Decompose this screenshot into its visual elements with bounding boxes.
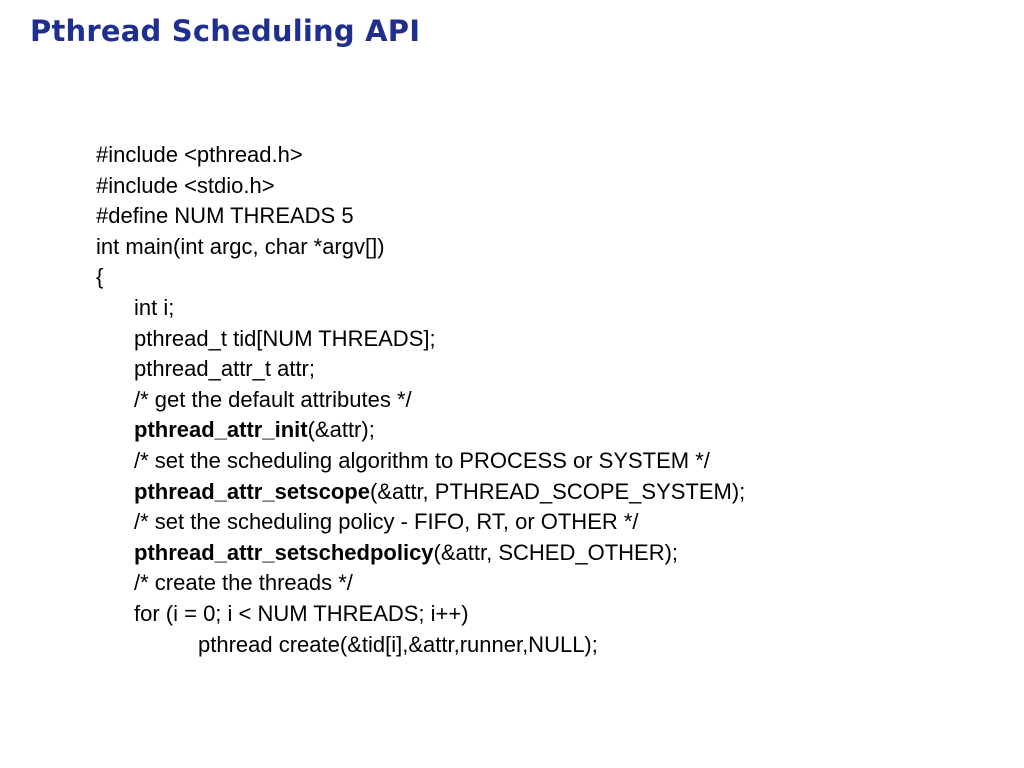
code-line-6: int i; [134, 294, 175, 320]
function-name-attr-init: pthread_attr_init [134, 417, 308, 443]
function-args: (&attr); [307, 417, 375, 443]
function-args: (&attr, PTHREAD_SCOPE_SYSTEM); [369, 478, 746, 504]
code-line-15: /* create the threads */ [134, 570, 353, 596]
code-line-3: #define NUM THREADS 5 [96, 203, 354, 229]
function-args: (&attr, SCHED_OTHER); [433, 539, 679, 565]
code-line-4: int main(int argc, char *argv[]) [96, 233, 385, 259]
code-listing [96, 140, 745, 660]
code-line-9: /* get the default attributes */ [134, 386, 412, 412]
code-line-7: pthread_t tid[NUM THREADS]; [134, 325, 436, 351]
code-line-11: /* set the scheduling algorithm to PROCESS or SYSTEM */ [134, 447, 710, 473]
code-line-1: #include <pthread.h> [96, 142, 303, 167]
code-line-13: /* set the scheduling policy - FIFO, RT, or OTHER */ [134, 509, 639, 535]
code-line-5: { [96, 264, 104, 290]
code-line-16: for (i = 0; i < NUM THREADS; i++) [134, 600, 469, 626]
function-name-attr-setscope: pthread_attr_setscope [134, 478, 370, 504]
code-line-8: pthread_attr_t attr; [134, 356, 315, 382]
code-line-12 [96, 477, 745, 508]
code-line-14 [96, 538, 745, 569]
code-line-10 [96, 415, 745, 446]
slide-title: Pthread Scheduling API [30, 14, 421, 48]
function-name-attr-setschedpolicy: pthread_attr_setschedpolicy [134, 539, 434, 565]
code-line-17: pthread create(&tid[i],&attr,runner,NULL); [198, 631, 598, 657]
code-line-2: #include <stdio.h> [96, 172, 275, 198]
